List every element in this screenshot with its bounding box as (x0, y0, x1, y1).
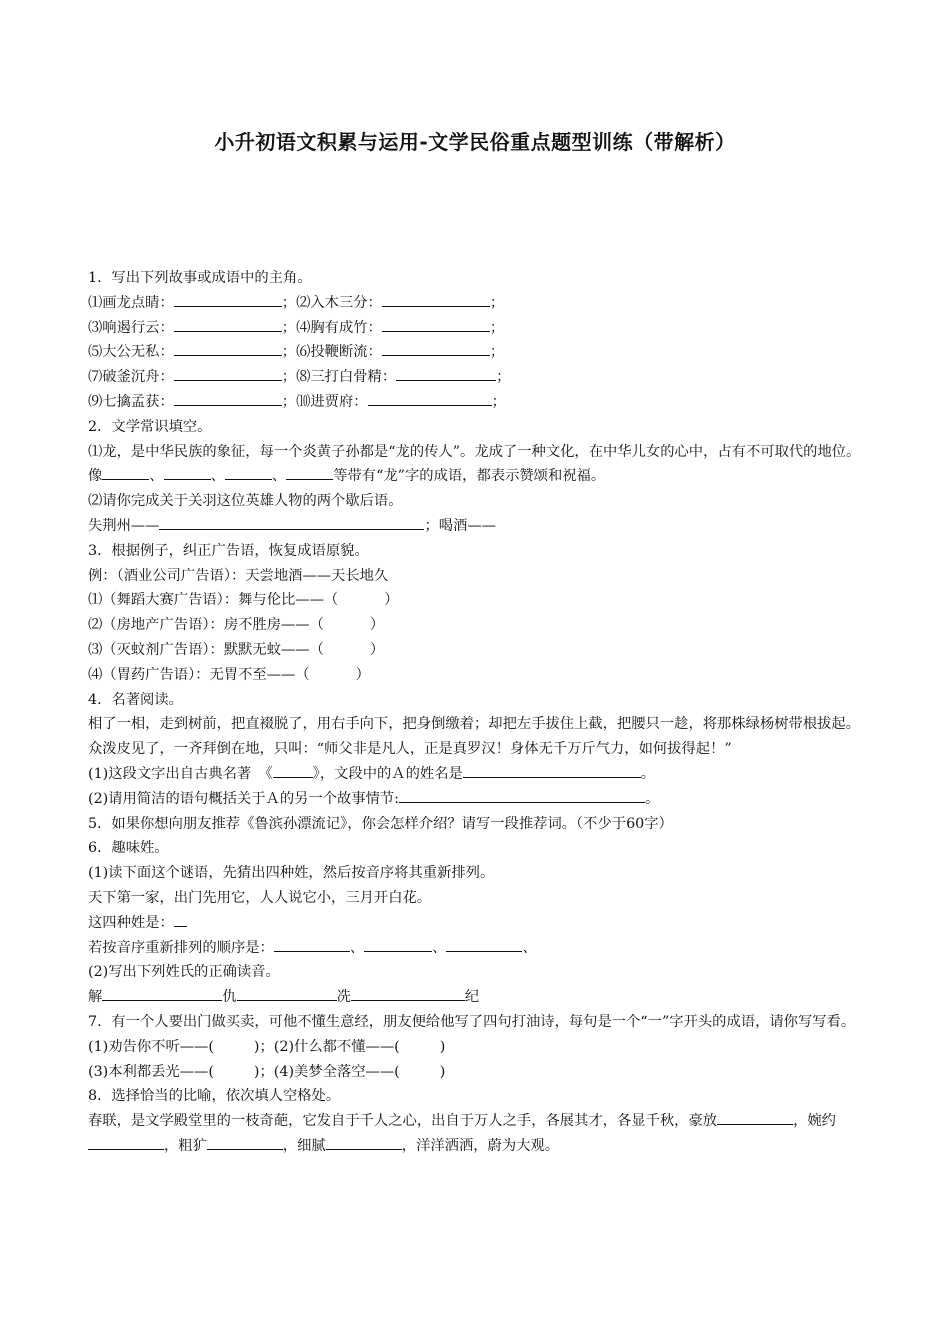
q4-passage: 相了一相，走到树前，把直裰脱了，用右手向下，把身倒缴着；却把左手拔住上截，把腰只一趁，将那株绿杨树带根拔起。众泼皮见了，一齐拜倒在地，只叫：“师父非是凡人，正是真罗汉！身体无千万斤气力，如何拔得起！” (88, 716, 861, 758)
q2-text: ；喝酒—— (424, 517, 496, 534)
q6-riddle: 天下第一家，出门先用它，人人说它小，三月开白花。 (88, 889, 432, 906)
q7-text: ) (439, 1038, 446, 1055)
q7-text: (3)本利都丢光——( (88, 1063, 214, 1080)
answer-blank[interactable] (88, 1134, 164, 1150)
paren-close: ） (355, 666, 370, 683)
surname: 纪 (464, 989, 480, 1006)
q1-item-label: ；⑹投鞭断流： (281, 344, 382, 361)
q1-item-label: ；⑷胸有成竹： (281, 319, 382, 336)
answer-blank[interactable] (446, 936, 522, 952)
q2-text: 失荆州—— (88, 517, 160, 534)
q1-item-label: ；⑻三打白骨精： (281, 369, 397, 386)
answer-blank[interactable] (102, 464, 149, 480)
q1-item-label: ；⑵入木三分： (281, 294, 382, 311)
q3-item (88, 638, 870, 663)
surname: 冼 (336, 989, 351, 1006)
q6-names (88, 985, 870, 1010)
answer-blank[interactable] (326, 1134, 402, 1150)
answer-blank[interactable] (382, 291, 490, 307)
q4-text: 。 (645, 790, 660, 807)
q2-text: ⑴龙，是中华民族的象征，每一个炎黄子孙都是“龙的传人”。龙成了一种文化，在中华儿女的心中，占有不可取代的地位。像 (88, 443, 861, 485)
q4-sub2 (88, 787, 870, 812)
q6-four (88, 911, 870, 936)
q3-item-text: ⑵（房地产广告语）：房不胜房——（ (88, 617, 324, 634)
q1-row-end: ； (489, 294, 505, 311)
q4-stem: 4．名著阅读。 (88, 691, 183, 708)
q1-row-end: ； (491, 393, 506, 410)
q2-paragraph (88, 440, 870, 490)
answer-blank[interactable] (174, 340, 282, 356)
q4-text: (1)这段文字出自古典名著 《 (88, 765, 273, 782)
answer-blank[interactable] (174, 390, 282, 406)
q1-item-label: ⑸大公无私： (88, 344, 174, 361)
q1-item-label: ⑶响遏行云： (88, 319, 174, 336)
q5-stem: 5．如果你想向朋友推荐《鲁滨孙漂流记》，你会怎样介绍？请写一段推荐词。（不少于60字） (88, 815, 673, 832)
q6-sub2: (2)写出下列姓氏的正确读音。 (88, 964, 280, 981)
q1-item-label: ⑺破釜沉舟： (88, 369, 174, 386)
q4-text: 》，文段中的Ａ的姓名是 (312, 765, 463, 782)
q3-item-text: ⑴（舞蹈大赛广告语）：舞与伦比——（ (88, 592, 339, 609)
separator: 、 (210, 468, 225, 485)
q3-item (88, 663, 870, 688)
answer-blank[interactable] (368, 390, 492, 406)
q2-text: 等带有“龙”字的成语，都表示赞颂和祝福。 (333, 468, 606, 485)
q1-row (88, 340, 870, 365)
q7-row (88, 1060, 870, 1085)
q1-row-end: ； (489, 344, 505, 361)
answer-blank[interactable] (382, 316, 490, 332)
answer-blank[interactable] (717, 1109, 793, 1125)
answer-blank[interactable] (364, 936, 432, 952)
q3-stem: 3．根据例子，纠正广告语，恢复成语原貌。 (88, 542, 369, 559)
answer-blank[interactable] (382, 340, 490, 356)
q7-text: (1)劝告你不听——( (88, 1038, 214, 1055)
q3-example: 例：（酒业公司广告语）：天尝地酒——天长地久 (88, 567, 389, 584)
q2-stem: 2．文学常识填空。 (88, 418, 212, 435)
answer-blank[interactable] (351, 985, 465, 1001)
answer-blank[interactable] (463, 762, 641, 778)
answer-blank[interactable] (174, 316, 282, 332)
q3-item (88, 588, 870, 613)
separator: 、 (522, 939, 537, 956)
paren-close: ） (384, 592, 399, 609)
separator: 、 (149, 468, 164, 485)
answer-blank[interactable] (174, 911, 187, 927)
q8-stem: 8．选择恰当的比喻，依次填人空格处。 (88, 1088, 341, 1105)
q1-row (88, 390, 870, 415)
separator: 、 (271, 468, 287, 485)
q4-text: 。 (640, 765, 656, 782)
q7-text: ) (439, 1063, 446, 1080)
q7-stem: 7．有一个人要出门做买卖，可他不懂生意经，朋友便给他写了四句打油诗，每句是一个“一”字开头的成语，请你写写看。 (88, 1013, 856, 1030)
q1-item-label: ⑼七擒孟获： (88, 393, 174, 410)
q8-paragraph (88, 1109, 870, 1159)
answer-blank[interactable] (102, 985, 222, 1001)
answer-blank[interactable] (225, 464, 272, 480)
q3-item-text: ⑷（胃药广告语）：无胃不至——（ (88, 666, 310, 683)
answer-blank[interactable] (174, 365, 282, 381)
q2-sub: ⑵请你完成关于关羽这位英雄人物的两个歇后语。 (88, 493, 403, 510)
q4-sub1 (88, 762, 870, 787)
paren-close: ） (369, 641, 385, 658)
q1-row-end: ； (489, 319, 505, 336)
q1-item-label: ；⑽进贾府： (281, 393, 368, 410)
q8-text: ，婉约 (793, 1113, 836, 1130)
q1-stem: 1．写出下列故事或成语中的主角。 (88, 270, 312, 286)
answer-blank[interactable] (159, 514, 424, 530)
answer-blank[interactable] (164, 464, 211, 480)
q8-text: 春联，是文学殿堂里的一枝奇葩，它发自于千人之心，出自于万人之手，各展其才，各显千秋，豪放 (88, 1113, 718, 1130)
separator: 、 (349, 939, 365, 956)
answer-blank[interactable] (286, 464, 333, 480)
page-title: 小升初语文积累与运用-文学民俗重点题型训练（带解析） (214, 130, 736, 154)
q3-item-text: ⑶（灭蚊剂广告语）：默默无蚊——（ (88, 641, 324, 658)
q1-row (88, 316, 870, 341)
q7-text: )；(4)美梦全落空——( (253, 1063, 400, 1080)
q1-row-end: ； (496, 369, 511, 386)
separator: 、 (432, 939, 447, 956)
q4-text: (2)请用简洁的语句概括关于Ａ的另一个故事情节: (88, 790, 400, 807)
document-body (88, 266, 870, 1159)
answer-blank[interactable] (273, 762, 313, 778)
q6-text: 若按音序重新排列的顺序是： (88, 939, 274, 956)
paren-close: ） (369, 617, 385, 634)
q6-text: 这四种姓是： (88, 914, 174, 931)
surname: 解 (88, 989, 103, 1006)
answer-blank[interactable] (399, 787, 545, 803)
q6-stem: 6．趣味姓。 (88, 840, 169, 857)
answer-blank[interactable] (396, 365, 496, 381)
answer-blank[interactable] (174, 291, 282, 307)
q7-text: )；(2)什么都不懂——( (253, 1038, 400, 1055)
q3-item (88, 613, 870, 638)
q2-xiehouyu (88, 514, 870, 539)
q8-text: ，粗犷 (164, 1137, 207, 1154)
answer-blank[interactable] (545, 787, 645, 803)
answer-blank[interactable] (274, 936, 350, 952)
q1-item-label: ⑴画龙点睛： (88, 294, 174, 311)
q7-row (88, 1035, 870, 1060)
surname: 仇 (222, 989, 237, 1006)
q1-row (88, 291, 870, 316)
q1-row (88, 365, 870, 390)
answer-blank[interactable] (237, 985, 337, 1001)
q6-order (88, 936, 870, 961)
q8-text: ，细腻 (282, 1137, 326, 1154)
q6-sub1: (1)读下面这个谜语，先猜出四种姓，然后按音序将其重新排列。 (88, 865, 495, 882)
answer-blank[interactable] (207, 1134, 283, 1150)
q8-text: ，洋洋洒洒，蔚为大观。 (401, 1137, 560, 1154)
